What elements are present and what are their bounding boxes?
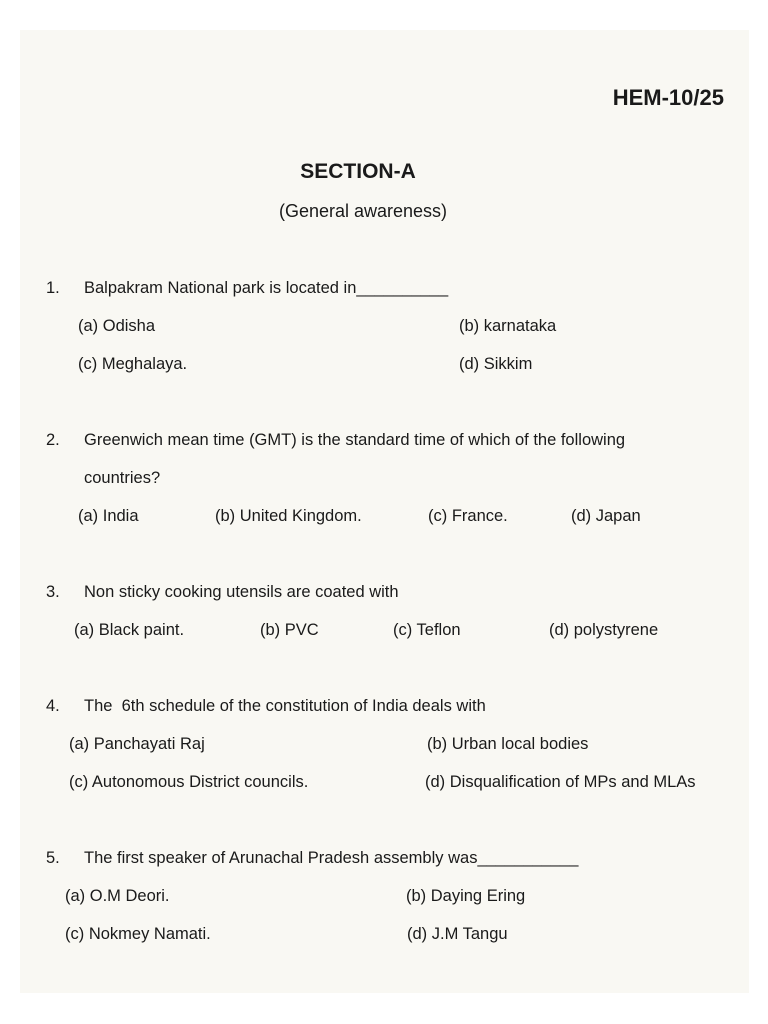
question-1-option-a: (a) Odisha	[78, 317, 156, 335]
question-4-option-b: (b) Urban local bodies	[427, 735, 589, 753]
question-2-option-b: (b) United Kingdom.	[215, 507, 362, 525]
question-5-text: The first speaker of Arunachal Pradesh assembly was___________	[84, 849, 579, 867]
question-4-number: 4.	[46, 697, 60, 715]
question-5-option-b: (b) Daying Ering	[406, 887, 526, 905]
question-1-option-c: (c) Meghalaya.	[78, 355, 188, 373]
question-5-option-d: (d) J.M Tangu	[407, 925, 508, 943]
question-3-option-c: (c) Teflon	[393, 621, 461, 639]
question-3-option-d: (d) polystyrene	[549, 621, 659, 639]
question-1-option-d: (d) Sikkim	[459, 355, 533, 373]
question-3-option-b: (b) PVC	[260, 621, 319, 639]
section-title: SECTION-A	[300, 160, 416, 183]
question-2-option-c: (c) France.	[428, 507, 508, 525]
question-5-option-c: (c) Nokmey Namati.	[65, 925, 211, 943]
question-4-option-a: (a) Panchayati Raj	[69, 735, 205, 753]
question-5-option-a: (a) O.M Deori.	[65, 887, 170, 905]
question-1-text: Balpakram National park is located in__________	[84, 279, 449, 297]
question-3-text: Non sticky cooking utensils are coated with	[84, 583, 399, 601]
question-4-text: The 6th schedule of the constitution of India deals with	[84, 697, 486, 715]
question-4-option-c: (c) Autonomous District councils.	[69, 773, 309, 791]
question-4-option-d: (d) Disqualification of MPs and MLAs	[425, 773, 696, 791]
question-2-text-line-2: countries?	[84, 469, 161, 487]
section-subtitle: (General awareness)	[278, 201, 448, 221]
question-3-number: 3.	[46, 583, 60, 601]
question-1-option-b: (b) karnataka	[459, 317, 557, 335]
question-2-option-a: (a) India	[78, 507, 139, 525]
question-1-number: 1.	[46, 279, 60, 297]
question-2-option-d: (d) Japan	[571, 507, 641, 525]
question-2-number: 2.	[46, 431, 60, 449]
question-5-number: 5.	[46, 849, 60, 867]
question-3-option-a: (a) Black paint.	[74, 621, 185, 639]
question-2-text-line-1: Greenwich mean time (GMT) is the standard time of which of the following	[84, 431, 626, 449]
paper-code: HEM-10/25	[612, 85, 724, 110]
